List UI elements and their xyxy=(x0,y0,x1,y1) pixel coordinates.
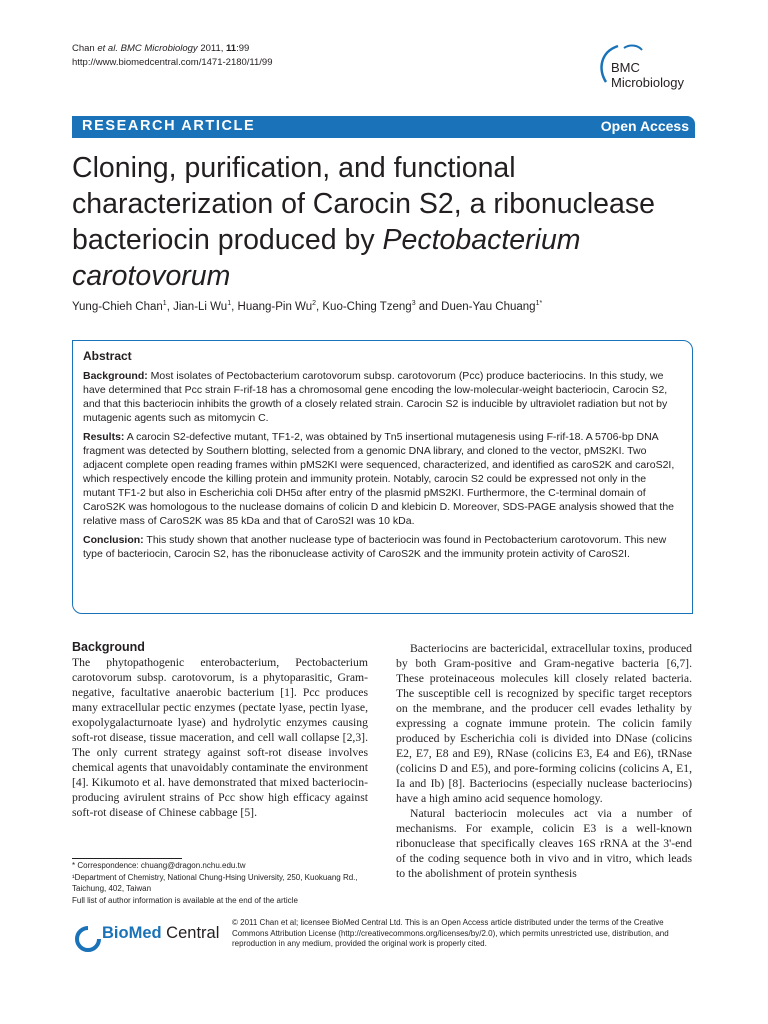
author[interactable] xyxy=(173,301,231,313)
section-heading: Background xyxy=(72,640,145,654)
abstract-results xyxy=(83,430,681,528)
author-separator: , xyxy=(166,300,174,313)
abstract-text: A carocin S2-defective mutant, TF1-2, was obtained by Tn5 insertional mutagenesis using F-rif-18. A 5706-bp DNA fragment was detected by Southern blotting, selected from a genomic DNA library, and cloned to the vector, pMS2KI. Two adjacent complete open reading frames within pMS2KI were sequenced, characterized, and identified as caroS2K and caroS2I, which respectively encode the killing protein and immunity protein. Notably, carocin S2 could be expressed not only in the mutant TF1-2 but also in Escherichia coli DH5α after entry of the plasmid pMS2KI. Furthermore, the C-terminal domain of CaroS2K was homologous to the nuclease domains of colicin D and klebicin D. Moreover, SDS-PAGE analysis showed that the relative mass of CaroS2K was 85 kDa and that of CaroS2I was 10 kDa. xyxy=(83,431,675,527)
citation-journal: BMC Microbiology xyxy=(120,43,198,54)
citation xyxy=(72,42,273,70)
article-type-banner xyxy=(72,116,695,138)
title-line: characterization of Carocin S2, a ribonuclease xyxy=(72,188,655,220)
abstract-heading: Abstract xyxy=(83,349,132,363)
author-list xyxy=(72,300,695,313)
author-affiliation: 1 xyxy=(227,300,232,307)
title-text: bacteriocin produced by xyxy=(72,224,383,256)
author-affiliation: 3 xyxy=(411,300,416,307)
title-italic: Pectobacterium xyxy=(382,224,581,256)
title-italic: carotovorum xyxy=(72,260,231,292)
journal-logo-line1: BMC xyxy=(611,60,640,75)
author-name: Yung-Chieh Chan xyxy=(72,300,163,313)
citation-etal: et al. xyxy=(97,43,118,54)
author-name: Kuo-Ching Tzeng xyxy=(322,300,412,313)
abstract-conclusion xyxy=(83,533,681,561)
author[interactable] xyxy=(441,301,542,313)
body-paragraph: The phytopathogenic enterobacterium, Pectobacterium carotovorum subsp. carotovorum, is a phytoparasitic, Gram-negative, facultative anaerobic bacterium [1]. Pcc produces many extracellular pectic enzymes (pectate lyase, pectin lyase, exopolygalacturnoate lyase) and hydrolytic enzymes causing soft-rot disease, tissue maceration, and cell wall collapse [2,3]. The only current strategy against soft-rot disease involves chemical agents that unavoidably contaminate the environment [4]. Kikumoto et al. have demonstrated that mixed bacteriocin-producing avirulent strains of Pcc show high efficacy against soft-rot disease of Chinese cabbage [5]. xyxy=(72,656,368,819)
citation-authors: Chan xyxy=(72,43,98,54)
journal-logo-line2: Microbiology xyxy=(611,75,684,90)
abstract-text: This study shown that another nuclease type of bacteriocin was found in Pectobacterium carotovorum. This new type of bacteriocin, Carocin S2, has the ribonuclease activity of CaroS2K and the immunity protein activity of CaroS2I. xyxy=(83,534,667,560)
correspondence-note: * Correspondence: chuang@dragon.nchu.edu.tw xyxy=(72,861,246,870)
title-line xyxy=(72,222,695,258)
abstract-label: Conclusion: xyxy=(83,534,144,546)
copyright-notice: © 2011 Chan et al; licensee BioMed Central Ltd. This is an Open Access article distributed under the terms of the Creative Commons Attribution License (http://creativecommons.org/licenses/by/2.0), which permits unrestricted use, distribution, and reproduction in any medium, provided the original work is properly cited. xyxy=(232,918,669,948)
title-line xyxy=(72,258,695,294)
author-affiliation: 2 xyxy=(312,300,316,307)
author-info-note: Full list of author information is available at the end of the article xyxy=(72,896,298,905)
author-name: Huang-Pin Wu xyxy=(237,300,313,313)
affiliation-note: ¹Department of Chemistry, National Chung-Hsing University, 250, Kuokuang Rd., Taichung, 402, Taiwan xyxy=(72,873,358,893)
article-title xyxy=(72,150,695,294)
abstract-text: Most isolates of Pectobacterium carotovorum subsp. carotovorum (Pcc) produce bacteriocins. In this study, we have determined that Pcc strain F-rif-18 has a chromosomal gene encoding the low-molecular-weight bacteriocin, Carocin S2, and that this bacteriocin inhibits the growth of a closely related strain. Carocin S2 is inducible by ultraviolet radiation but not by mutagenic agents such as mitomycin C. xyxy=(83,370,668,424)
journal-logo-text xyxy=(611,60,684,90)
abstract-content xyxy=(83,349,681,566)
article-url[interactable]: http://www.biomedcentral.com/1471-2180/11/99 xyxy=(72,57,273,68)
publisher-name xyxy=(102,924,219,943)
body-paragraph: Natural bacteriocin molecules act via a number of mechanisms. For example, colicin E3 is a well-known ribonuclease that specifically cleaves 16S rRNA at the 3'-end of the coding sequence both in vivo and in vitro, which leads to the abolishment of protein synthesis xyxy=(396,807,692,880)
abstract-label: Results: xyxy=(83,431,125,443)
author-affiliation: 1* xyxy=(535,300,543,307)
publisher-plain: Central xyxy=(161,924,220,942)
body-right-column xyxy=(396,641,692,881)
author-affiliation: 1 xyxy=(162,300,167,307)
author[interactable] xyxy=(238,301,316,313)
body-left-column xyxy=(72,640,368,820)
author-separator: and xyxy=(415,300,442,313)
citation-year: 2011, xyxy=(197,43,227,54)
abstract-label: Background: xyxy=(83,370,148,382)
footnotes xyxy=(72,860,362,907)
author-separator: , xyxy=(316,300,323,313)
citation-volume: 11 xyxy=(226,43,237,54)
author[interactable] xyxy=(72,301,167,313)
publisher-bold: BioMed xyxy=(102,924,162,942)
article-type: RESEARCH ARTICLE xyxy=(82,118,256,134)
abstract-background xyxy=(83,369,681,425)
citation-page: :99 xyxy=(236,43,250,54)
author-name: Duen-Yau Chuang xyxy=(441,300,536,313)
open-access-label: Open Access xyxy=(600,118,689,134)
citation-line xyxy=(72,42,273,56)
author[interactable] xyxy=(322,301,415,313)
abstract-box xyxy=(72,340,693,614)
title-line: Cloning, purification, and functional xyxy=(72,152,516,184)
author-name: Jian-Li Wu xyxy=(173,300,228,313)
author-separator: , xyxy=(231,300,238,313)
body-paragraph: Bacteriocins are bactericidal, extracellular toxins, produced by both Gram-positive and Gram-negative bacteria [6,7]. These proteinaceous molecules kill closely related bacteria. The susceptible cell is recognized by specific target receptors on the membrane, and the producer cell evades lethality by expressing a cognate immune protein. The colicin family produced by Escherichia coli is divided into DNase (colicins E2, E7, E8 and E9), RNase (colicins E3, E4 and E6), tRNase (colicins D and E5), and pore-forming colicins (colicins A, E1, Ia and Ib) [8]. Bacteriocins (especially nuclease bacteriocins) have a high amino acid sequence homology. xyxy=(396,642,692,805)
footnote-divider xyxy=(72,858,182,859)
